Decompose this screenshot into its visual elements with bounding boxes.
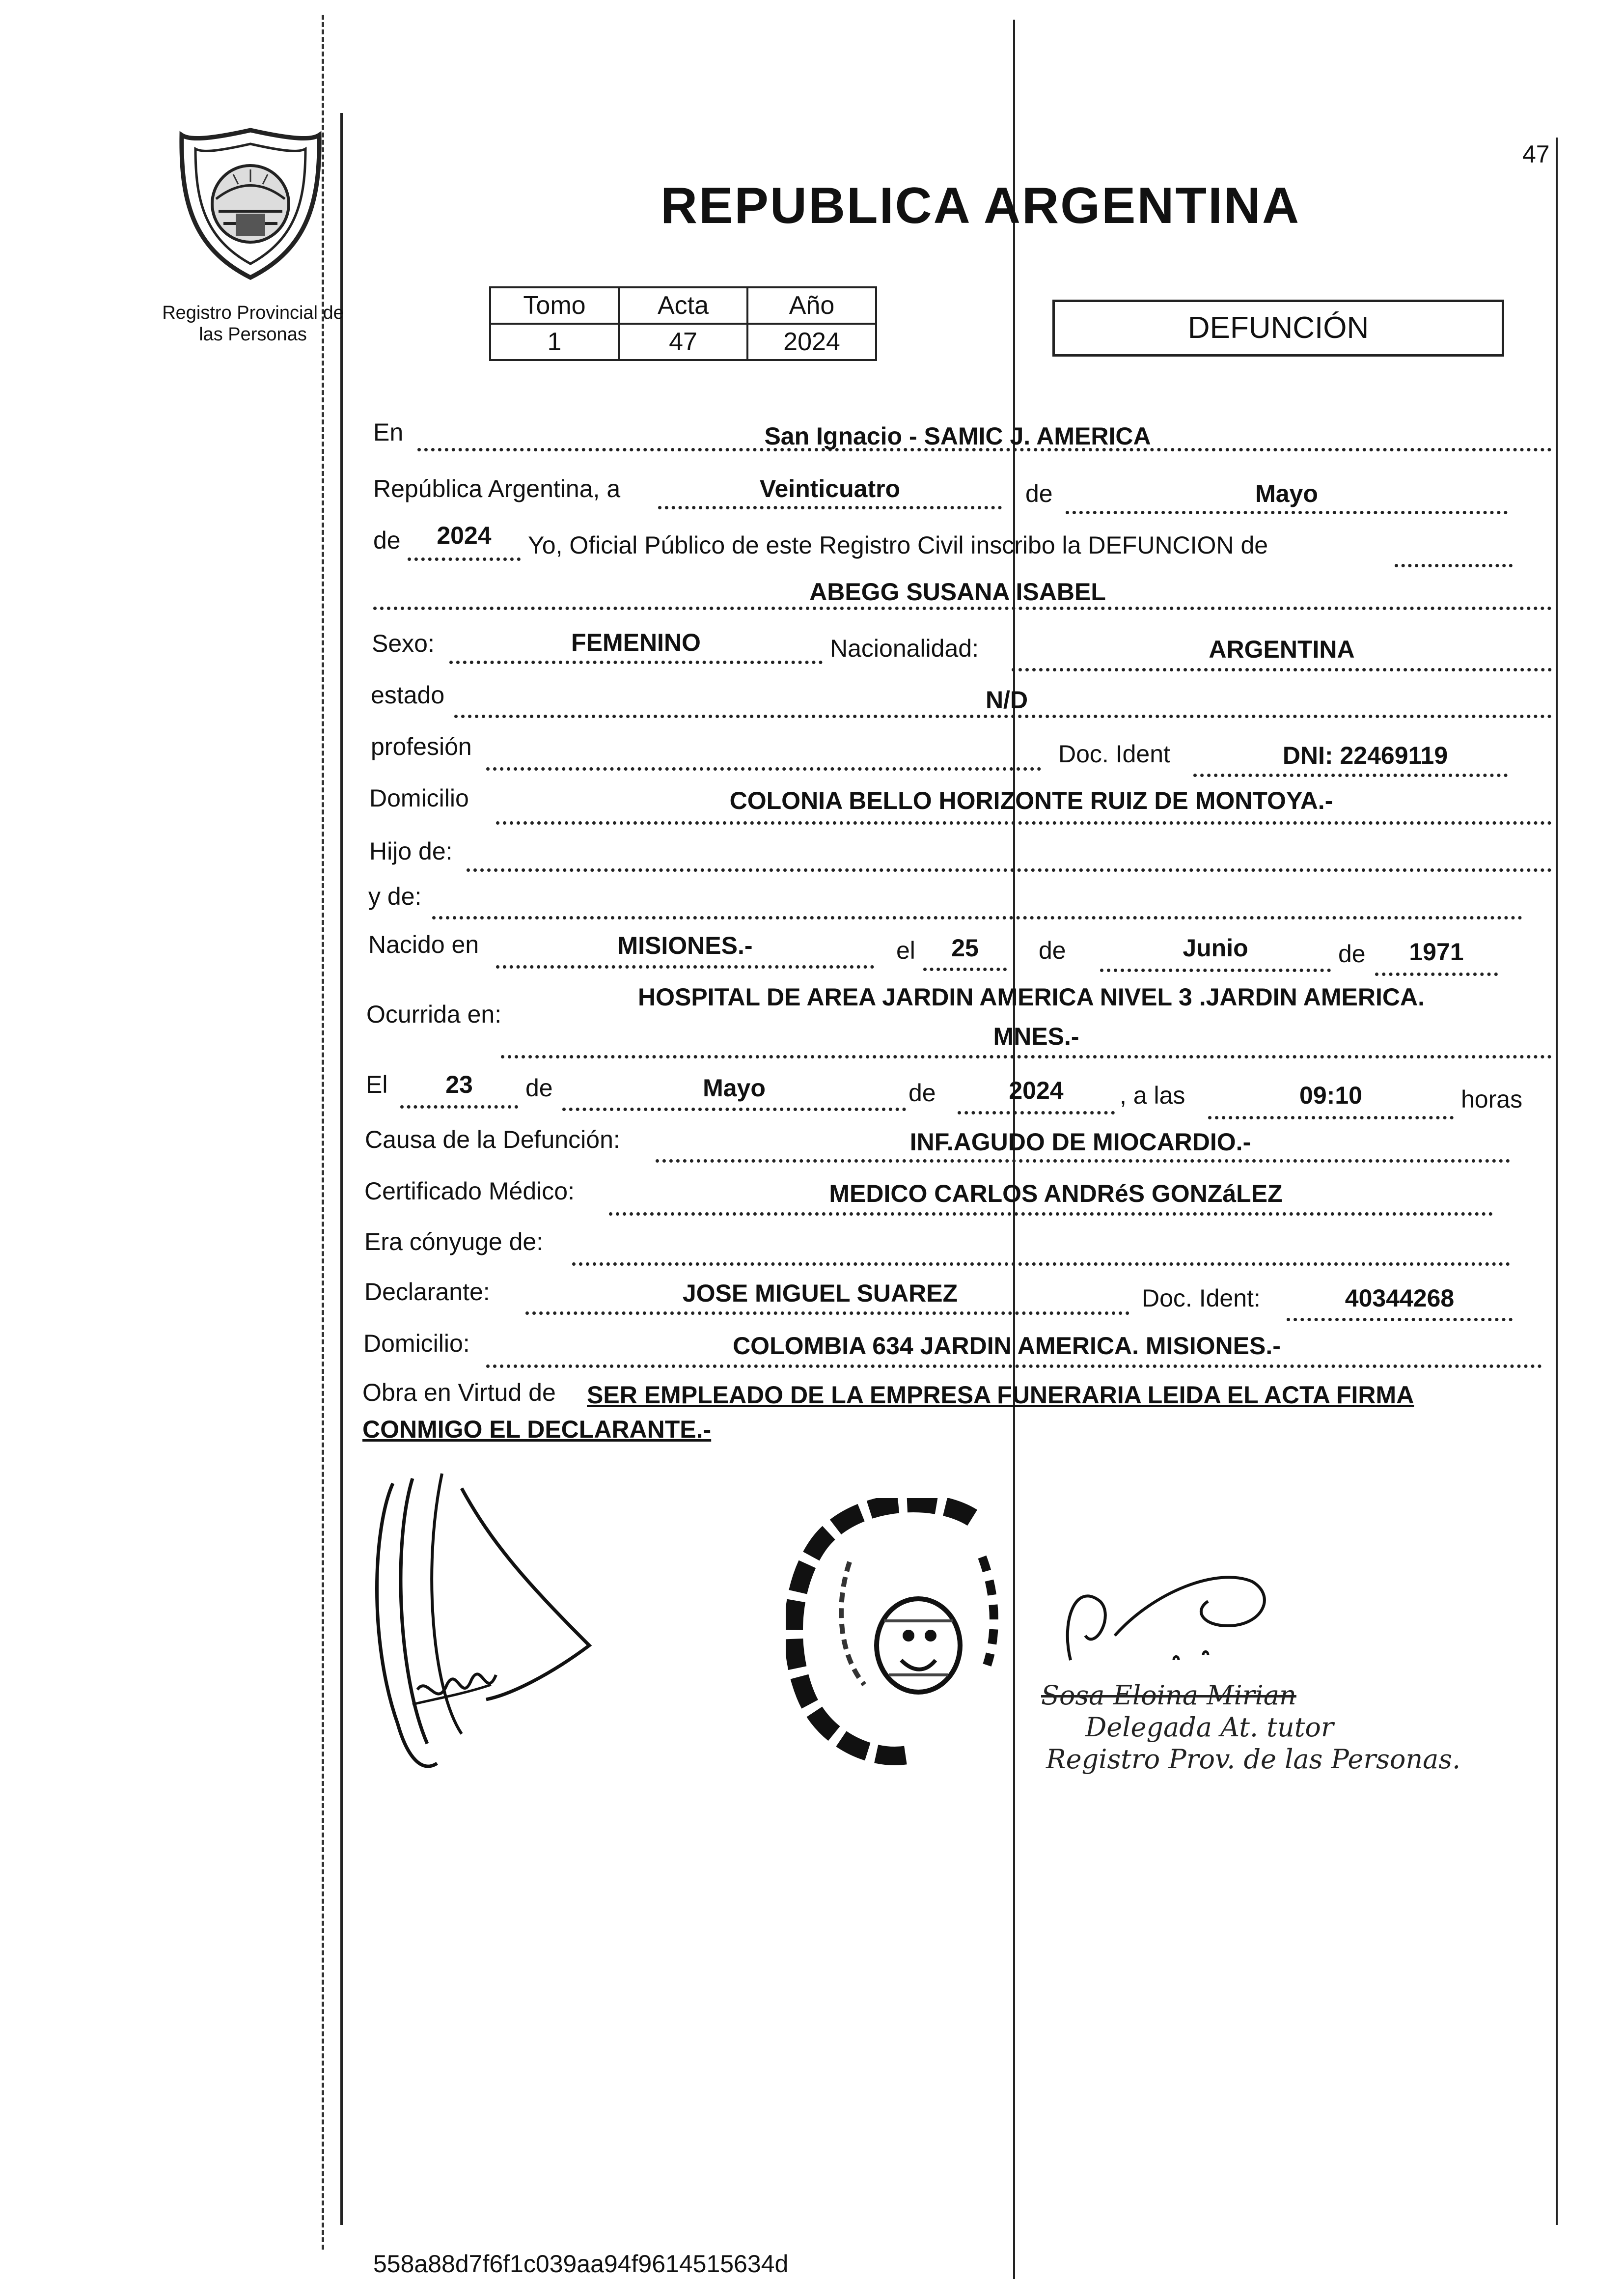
seal-caption: Registro Provincial de las Personas [162,303,344,345]
document-hash: 558a88d7f6f1c039aa94f9614515634d [373,2250,789,2278]
dotted-line [408,557,521,561]
dia-texto-value: Veinticuatro [759,475,901,502]
label-domicilio: Domicilio [369,784,469,812]
anio-value: 2024 [747,324,876,360]
label-horas: horas [1461,1085,1523,1113]
table-header-anio: Año [747,287,876,324]
official-signature-line3: Registro Prov. de las Personas. [1046,1744,1461,1775]
provincia-misiones-seal-icon [177,125,324,282]
dotted-line [958,1111,1115,1114]
table-header-tomo: Tomo [490,287,619,324]
dotted-line [400,1105,518,1109]
table-header-acta: Acta [619,287,747,324]
dotted-line [454,715,1552,718]
fallecido-value: ABEGG SUSANA ISABEL [809,578,1106,606]
label-nacionalidad: Nacionalidad: [830,635,979,662]
label-de: de [1338,940,1366,968]
def-mes-value: Mayo [703,1074,766,1102]
acta-table [489,286,877,361]
declarante-value: JOSE MIGUEL SUAREZ [682,1280,958,1307]
ocurrida-linea1-value: HOSPITAL DE AREA JARDIN AMERICA NIVEL 3 .JARDIN AMERICA. [637,983,1425,1011]
dotted-line [658,506,1002,509]
label-sexo: Sexo: [372,630,435,657]
label-el-cap: El [366,1071,388,1098]
label-de: de [525,1074,553,1102]
label-domicilio-declarante: Domicilio: [363,1330,470,1357]
dotted-line [373,607,1552,610]
ocurrida-linea2-value: MNES.- [993,1023,1079,1050]
label-yo-oficial: Yo, Oficial Público de este Registro Civil inscribo la DEFUNCION de [528,531,1268,559]
lugar-value: San Ignacio - SAMIC J. AMERICA [764,422,1151,450]
label-de: de [1025,480,1053,507]
page-number: 47 [1522,140,1550,168]
sexo-value: FEMENINO [571,629,701,656]
table-row [490,324,876,360]
dotted-line [525,1311,1129,1315]
document-title: REPUBLICA ARGENTINA [661,177,1301,234]
registry-stamp-icon [786,1498,1021,1773]
label-estado: estado [371,681,445,709]
nacionalidad-value: ARGENTINA [1209,636,1355,663]
nac-dia-value: 25 [951,934,979,962]
dotted-line [467,868,1552,872]
declarante-signature-icon [363,1469,609,1793]
dotted-line [501,1055,1552,1058]
dotted-line [496,965,874,969]
acta-value: 47 [619,324,747,360]
causa-value: INF.AGUDO DE MIOCARDIO.- [909,1128,1251,1156]
def-anio-value: 2024 [1009,1077,1064,1104]
dni-value: DNI: 22469119 [1282,742,1448,769]
nac-anio-value: 1971 [1409,938,1464,966]
label-obra: Obra en Virtud de [362,1379,556,1406]
label-y-de: y de: [368,883,422,910]
document-type-box: DEFUNCIÓN [1052,300,1504,357]
dotted-line [449,661,823,664]
obra-linea2-value: CONMIGO EL DECLARANTE.- [362,1416,712,1443]
label-doc-ident: Doc. Ident [1058,740,1170,768]
dotted-line [656,1159,1510,1163]
label-republica: República Argentina, a [373,475,621,502]
mes-value: Mayo [1255,480,1318,507]
label-certificado: Certificado Médico: [364,1177,575,1205]
label-a-las: , a las [1120,1082,1185,1109]
estado-value: N/D [985,686,1028,714]
certificado-value: MEDICO CARLOS ANDRéS GONZáLEZ [829,1180,1283,1207]
official-signature-line1: Sosa Eloina Mirian [1041,1680,1296,1711]
left-margin-line [340,113,343,2225]
label-profesion: profesión [371,733,472,760]
domicilio-value: COLONIA BELLO HORIZONTE RUIZ DE MONTOYA.- [729,787,1333,814]
dotted-line [923,968,1007,971]
right-margin-line [1556,138,1558,2225]
label-en: En [373,418,404,446]
nac-mes-value: Junio [1183,934,1248,962]
label-conyuge: Era cónyuge de: [364,1228,544,1255]
def-dia-value: 23 [445,1071,473,1098]
dotted-line [1100,969,1331,972]
dotted-line [496,821,1552,825]
dotted-line [1012,668,1552,671]
dotted-line [432,916,1522,919]
official-signature-line2: Delegada At. tutor [1085,1712,1334,1743]
dotted-line [1395,564,1513,567]
label-declarante: Declarante: [364,1278,490,1306]
declarante-domicilio-value: COLOMBIA 634 JARDIN AMERICA. MISIONES.- [733,1332,1281,1360]
label-de: de [1039,937,1066,964]
table-row [490,287,876,324]
dotted-line [609,1212,1493,1216]
official-signature-icon [1056,1562,1282,1675]
label-ocurrida-en: Ocurrida en: [366,1001,502,1028]
declarante-doc-value: 40344268 [1345,1284,1455,1312]
dotted-line [1208,1116,1454,1119]
dotted-line [572,1262,1510,1266]
perforation-line [322,15,324,2250]
label-nacido-en: Nacido en [368,931,479,958]
label-de: de [373,527,401,554]
tomo-value: 1 [490,324,619,360]
dotted-line [1066,511,1508,514]
obra-linea1-value: SER EMPLEADO DE LA EMPRESA FUNERARIA LEIDA EL ACTA FIRMA [587,1381,1414,1409]
dotted-line [486,767,1041,771]
nacido-en-value: MISIONES.- [617,932,753,959]
label-hijo-de: Hijo de: [369,837,453,865]
dotted-line [1287,1318,1513,1321]
dotted-line [562,1108,906,1111]
label-el: el [896,937,915,964]
dotted-line [1193,774,1508,777]
label-de: de [908,1079,936,1107]
dotted-line [486,1364,1542,1368]
label-causa: Causa de la Defunción: [365,1126,620,1153]
dotted-line [1375,973,1498,976]
hora-value: 09:10 [1299,1082,1362,1109]
label-doc-ident-declarante: Doc. Ident: [1142,1284,1261,1312]
anio-value: 2024 [437,522,492,549]
